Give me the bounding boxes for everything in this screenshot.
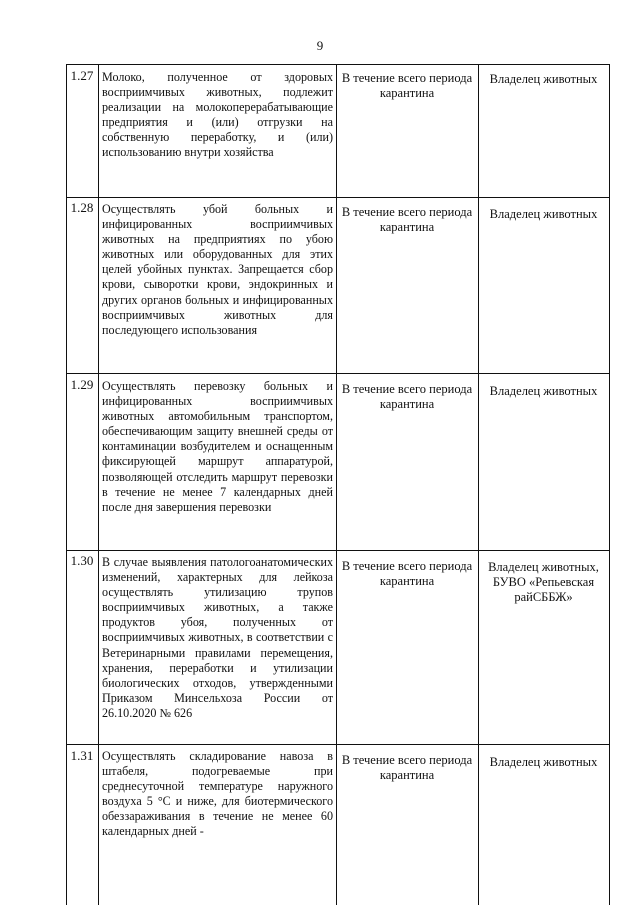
measure-responsible: Владелец животных [489, 207, 598, 221]
row-divider [67, 550, 609, 551]
row-number: 1.28 [70, 200, 94, 215]
measure-description: Осуществлять перевозку больных и инфицированных восприимчивых животных автомобильным транспортом, обеспечивающим защиту внешней среды от контаминации возбудителем и оснащенным фиксирующей маршрут аппаратурой, позволяющей отследить маршрут перевозки в течение не менее 7 календарных дней после дня завершения перевозки [102, 379, 333, 514]
row-number: 1.29 [70, 377, 94, 392]
measure-period: В течение всего периода карантина [341, 382, 473, 411]
measure-description: Осуществлять убой больных и инфицированных восприимчивых животных на предприятиях по убою животных или оборудованных для этих целей убойных пунктах. Запрещается сбор крови, сыворотки крови, эндокринных и других органов больных и инфицированных восприимчивых животных для последующего использования [102, 202, 333, 337]
measure-responsible: Владелец животных [489, 384, 598, 398]
measure-responsible: Владелец животных, БУВО «Репьевская райСББЖ» [488, 560, 599, 604]
page-number: 9 [316, 38, 324, 53]
measure-responsible: Владелец животных [489, 72, 598, 86]
row-number: 1.31 [70, 748, 94, 763]
row-divider [67, 64, 609, 65]
column-divider [478, 64, 479, 905]
measure-period: В течение всего периода карантина [341, 71, 473, 100]
measure-period: В течение всего периода карантина [341, 559, 473, 588]
row-divider [67, 373, 609, 374]
measure-description: Осуществлять складирование навоза в штабеля, подогреваемые при среднесуточной температуре наружного воздуха 5 °С и ниже, для биотермического обеззараживания в течение не менее 60 календарных дней - [102, 749, 333, 839]
row-divider [67, 744, 609, 745]
measures-table [66, 64, 610, 905]
measure-responsible: Владелец животных [489, 755, 598, 769]
row-number: 1.27 [70, 68, 94, 83]
row-divider [67, 197, 609, 198]
measure-period: В течение всего периода карантина [341, 205, 473, 234]
measure-period: В течение всего периода карантина [341, 753, 473, 782]
measure-description: Молоко, полученное от здоровых восприимчивых животных, подлежит реализации на молокоперерабатывающие предприятия и (или) отгрузки на собственную переработку, и (или) использованию внутри хозяйства [102, 70, 333, 160]
row-number: 1.30 [70, 553, 94, 568]
column-divider [98, 64, 99, 905]
measure-description: В случае выявления патологоанатомических изменений, характерных для лейкоза осуществлять утилизацию трупов восприимчивых животных, а также продуктов убоя, полученных от восприимчивых животных, в соответствии с Ветеринарными правилами перемещения, хранения, переработки и утилизации биологических отходов, утвержденными Приказом Минсельхоза России от 26.10.2020 № 626 [102, 555, 333, 720]
